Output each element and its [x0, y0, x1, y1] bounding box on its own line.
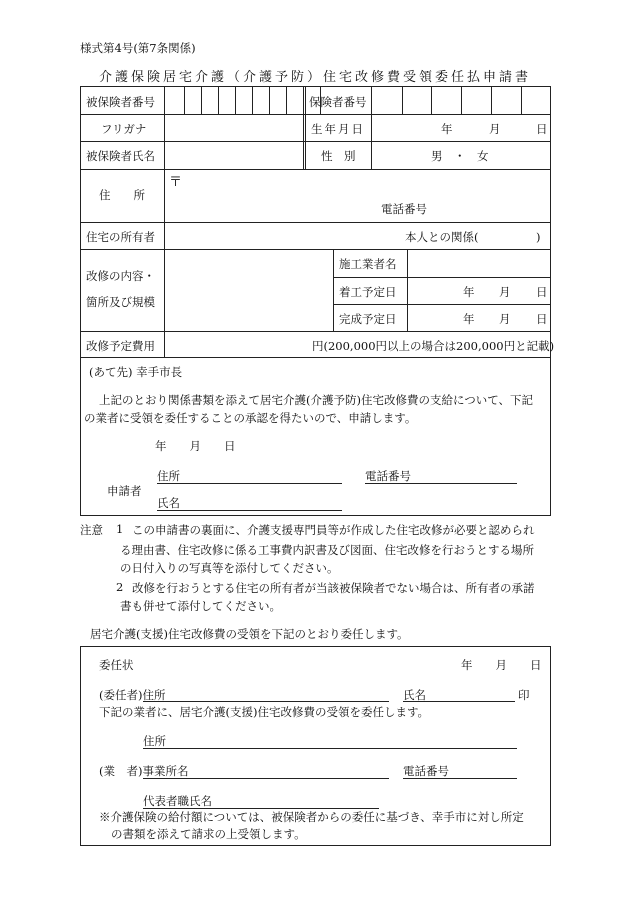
note-1-number: 1: [116, 522, 124, 536]
contractor-phone-label: 電話番号: [403, 764, 449, 778]
completion-year: 年: [463, 312, 475, 326]
birth-day-label: 日: [536, 122, 548, 136]
addressee: (あて先) 幸手市長: [89, 365, 183, 379]
representative-label: 代表者職氏名: [143, 794, 212, 808]
application-date: 年 月 日: [155, 439, 236, 453]
birthdate-label: 生年月日: [311, 122, 365, 136]
applicant-name-label: 氏名: [157, 496, 180, 510]
form-title: 介護保険居宅介護（介護予防）住宅改修費受領委任払申請書: [98, 70, 531, 85]
note-1-line-3: の日付入りの写真等を添付してください。: [120, 561, 339, 575]
insured-number-label: 被保険者番号: [86, 95, 155, 109]
note-2-line-2: 書も併せて添付してください。: [120, 599, 281, 613]
start-date-label: 着工予定日: [339, 285, 397, 299]
start-day: 日: [536, 285, 548, 299]
contractor-label: 施工業者名: [339, 257, 397, 271]
renovation-label-1: 改修の内容・: [86, 269, 155, 283]
completion-day: 日: [536, 312, 548, 326]
delegation-body: 下記の業者に、居宅介護(支援)住宅改修費の受領を委任します。: [99, 705, 430, 719]
birth-month-label: 月: [489, 122, 501, 136]
cost-label: 改修予定費用: [86, 339, 155, 353]
delegation-footnote-1: ※介護保険の給付額については、被保険者からの委任に基づき、幸手市に対し所定: [99, 810, 524, 824]
insurer-number-label: 保険者番号: [309, 95, 367, 109]
gender-label: 性 別: [321, 149, 356, 163]
postal-mark: 〒: [169, 175, 183, 190]
cost-note: 円(200,000円以上の場合は200,000円と記載): [312, 339, 555, 353]
address-phone-label: 電話番号: [381, 202, 427, 216]
insured-name-label: 被保険者氏名: [86, 149, 155, 163]
note-2-line-1: 改修を行おうとする住宅の所有者が当該被保険者でない場合は、所有者の承諾: [132, 581, 535, 595]
contractor-address-label: 住所: [143, 734, 166, 748]
application-body-1: 上記のとおり関係書類を添えて居宅介護(介護予防)住宅改修費の支給について、下記: [99, 393, 534, 407]
start-year: 年: [463, 285, 475, 299]
delegator-name-label: 氏名: [403, 688, 426, 702]
application-table: [80, 86, 555, 516]
delegation-title: 委任状: [99, 658, 134, 672]
applicant-label: 申請者: [107, 484, 142, 498]
furigana-label: フリガナ: [101, 122, 147, 136]
delegation-date: 年 月 日: [461, 658, 542, 672]
delegator-address-label: (委任者)住所: [99, 688, 166, 702]
owner-relationship: 本人との関係( ): [405, 230, 541, 244]
renovation-label-2: 箇所及び規模: [86, 295, 155, 309]
note-1-line-1: この申請書の裏面に、介護支援専門員等が作成した住宅改修が必要と認められ: [132, 523, 535, 537]
completion-date-label: 完成予定日: [339, 312, 397, 326]
owner-label: 住宅の所有者: [86, 230, 155, 244]
seal-mark: 印: [518, 688, 530, 702]
gender-options: 男 ・ 女: [431, 149, 489, 163]
applicant-address-label: 住所: [157, 469, 180, 483]
notes-label: 注意: [80, 523, 103, 537]
application-body-2: の業者に受領を委任することの承認を得たいので、申請します。: [84, 411, 417, 425]
note-1-line-2: る理由書、住宅改修に係る工事費内訳書及び図面、住宅改修を行おうとする場所: [120, 543, 534, 557]
start-month: 月: [499, 285, 511, 299]
form-number: 様式第4号(第7条関係): [80, 41, 196, 55]
applicant-phone-label: 電話番号: [365, 469, 411, 483]
delegation-footnote-2: の書類を添えて請求の上受領します。: [111, 827, 306, 841]
note-2-number: 2: [116, 580, 124, 594]
contractor-office-label: (業 者)事業所名: [99, 764, 189, 778]
address-label: 住 所: [99, 188, 145, 202]
birth-year-label: 年: [441, 122, 453, 136]
completion-month: 月: [499, 312, 511, 326]
delegation-box: [80, 646, 551, 846]
delegation-intro: 居宅介護(支援)住宅改修費の受領を下記のとおり委任します。: [90, 627, 409, 641]
